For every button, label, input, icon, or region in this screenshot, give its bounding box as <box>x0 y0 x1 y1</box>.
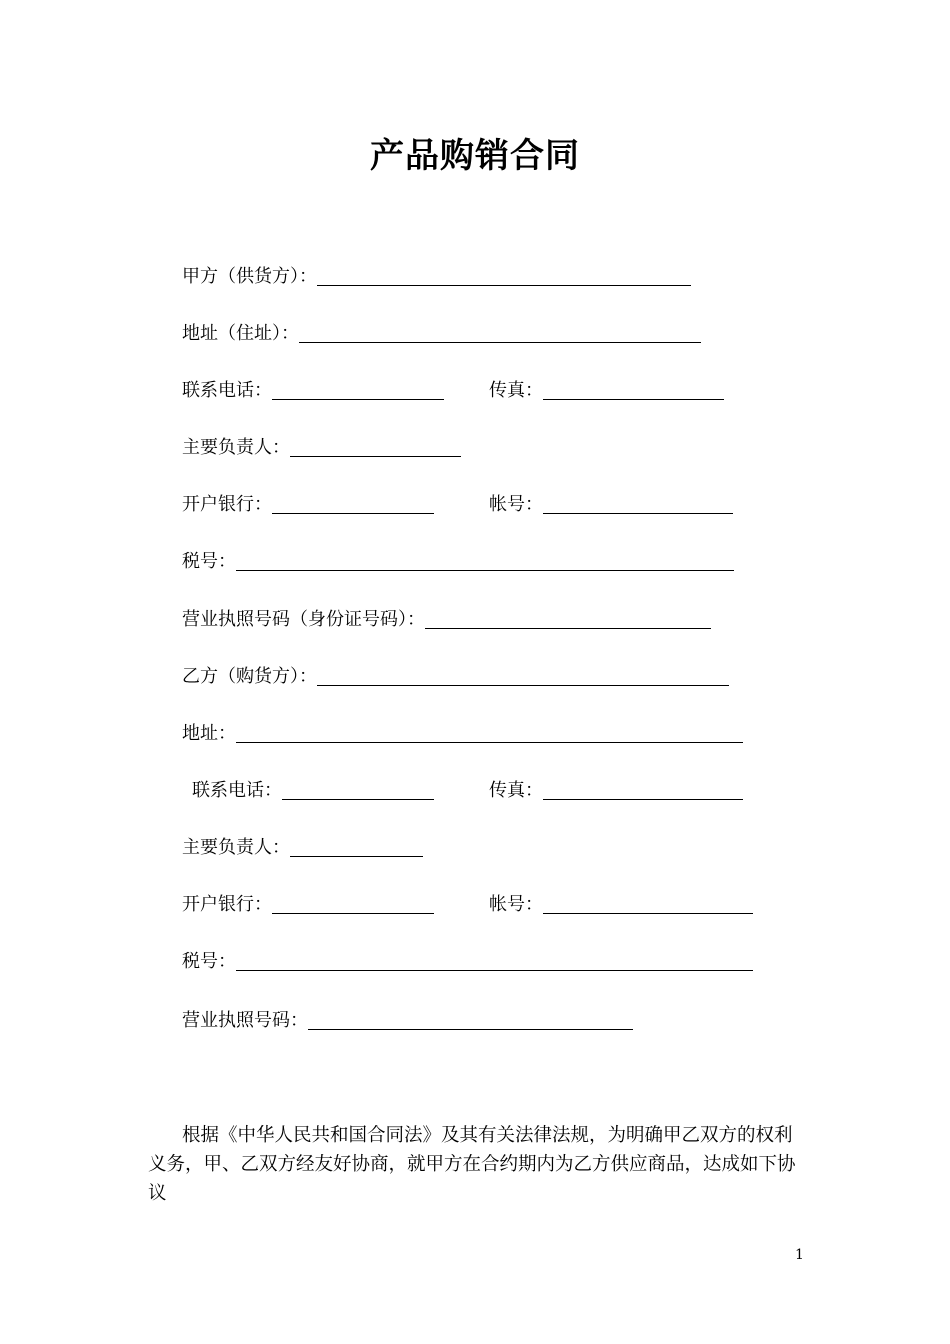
party-b-bank-blank[interactable] <box>272 895 434 914</box>
party-b-license-label: 营业执照号码： <box>182 1010 308 1031</box>
party-a-account-blank[interactable] <box>543 495 733 514</box>
party-a-phone-label: 联系电话： <box>182 380 272 401</box>
party-b-phone-row <box>192 779 434 803</box>
party-b-account-blank[interactable] <box>543 895 753 914</box>
page-number: 1 <box>795 1247 804 1263</box>
party-b-address-label: 地址： <box>182 723 236 744</box>
preamble-paragraph <box>148 1121 808 1208</box>
party-b-fax-label: 传真： <box>489 780 543 801</box>
party-a-principal-blank[interactable] <box>290 438 461 457</box>
party-a-license-row <box>182 608 711 632</box>
document-title: 产品购销合同 <box>370 136 580 176</box>
party-a-fax-blank[interactable] <box>543 381 724 400</box>
party-b-tax-blank[interactable] <box>236 952 753 971</box>
party-b-license-row <box>182 1009 633 1033</box>
party-a-name-row <box>182 265 691 289</box>
party-a-bank-label: 开户银行： <box>182 494 272 515</box>
party-b-phone-label: 联系电话： <box>192 780 282 801</box>
party-b-principal-row <box>182 836 423 860</box>
party-b-tax-label: 税号： <box>182 951 236 972</box>
party-a-license-label: 营业执照号码（身份证号码）： <box>182 609 425 630</box>
party-b-name-label: 乙方（购货方）： <box>182 666 317 687</box>
party-b-tax-row <box>182 950 753 974</box>
party-b-license-blank[interactable] <box>308 1011 633 1030</box>
party-a-account-label: 帐号： <box>489 494 543 515</box>
party-a-fax-label: 传真： <box>489 380 543 401</box>
party-a-tax-blank[interactable] <box>236 552 734 571</box>
party-b-bank-row <box>182 893 434 917</box>
party-b-name-blank[interactable] <box>317 667 729 686</box>
preamble-line-1: 根据《中华人民共和国合同法》及其有关法律法规，为明确甲乙双方的权利 <box>182 1125 793 1146</box>
party-b-address-blank[interactable] <box>236 724 743 743</box>
party-b-account-label: 帐号： <box>489 894 543 915</box>
party-a-phone-row <box>182 379 444 403</box>
party-a-address-row <box>182 322 701 346</box>
party-b-principal-label: 主要负责人： <box>182 837 290 858</box>
party-b-fax-row <box>489 779 743 803</box>
party-a-tax-label: 税号： <box>182 551 236 572</box>
party-b-phone-blank[interactable] <box>282 781 434 800</box>
party-b-address-row <box>182 722 743 746</box>
party-b-name-row <box>182 665 729 689</box>
party-a-bank-row <box>182 493 434 517</box>
party-b-account-row <box>489 893 753 917</box>
party-a-address-label: 地址（住址）： <box>182 323 299 344</box>
party-a-license-blank[interactable] <box>425 610 711 629</box>
party-a-phone-blank[interactable] <box>272 381 444 400</box>
party-a-address-blank[interactable] <box>299 324 701 343</box>
preamble-line-2: 义务，甲、乙双方经友好协商，就甲方在合约期内为乙方供应商品，达成如下协议 <box>148 1154 796 1204</box>
party-a-name-label: 甲方（供货方）： <box>182 266 317 287</box>
party-b-fax-blank[interactable] <box>543 781 743 800</box>
party-a-bank-blank[interactable] <box>272 495 434 514</box>
party-a-tax-row <box>182 550 734 574</box>
party-b-bank-label: 开户银行： <box>182 894 272 915</box>
party-a-account-row <box>489 493 733 517</box>
party-a-fax-row <box>489 379 724 403</box>
party-a-principal-row <box>182 436 461 460</box>
party-a-principal-label: 主要负责人： <box>182 437 290 458</box>
party-a-name-blank[interactable] <box>317 267 691 286</box>
party-b-principal-blank[interactable] <box>290 838 423 857</box>
